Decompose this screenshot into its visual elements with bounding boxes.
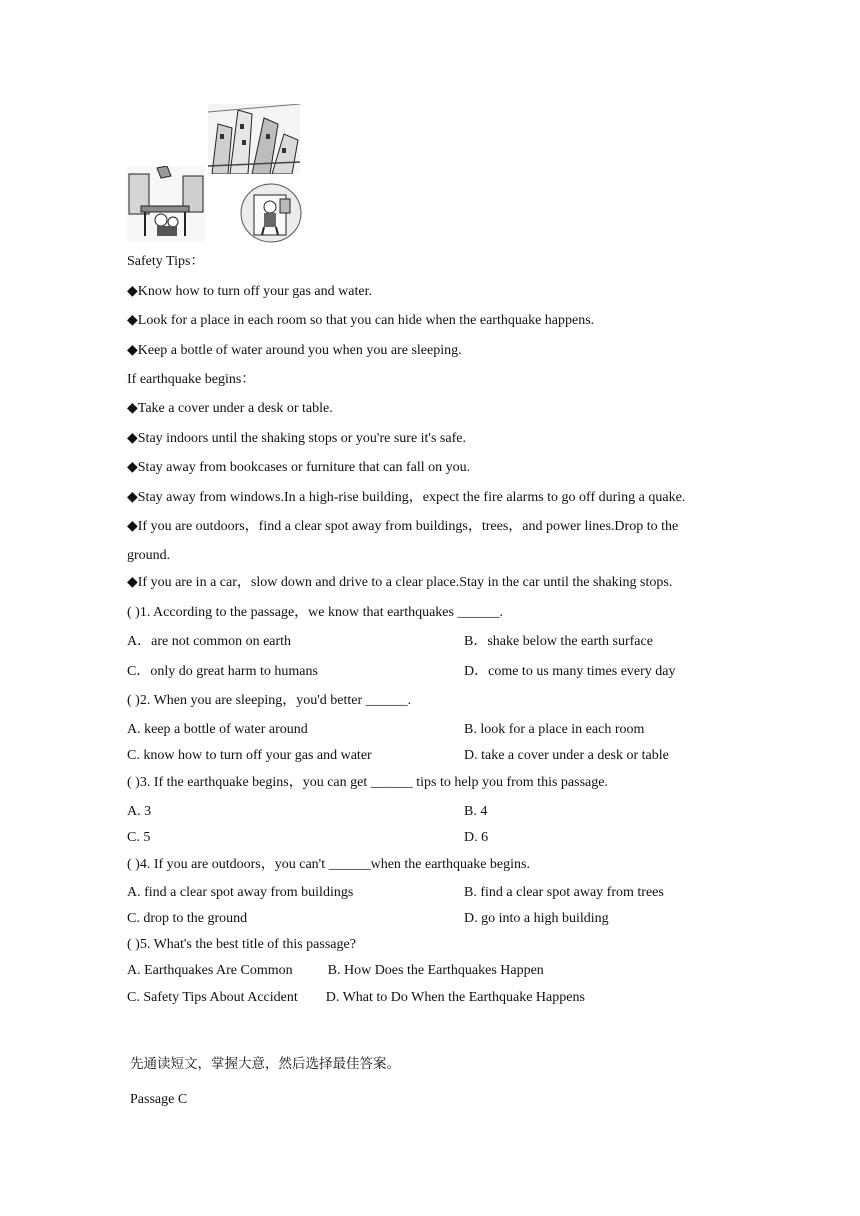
question-2-option-d: D. take a cover under a desk or table [464, 748, 669, 763]
question-3-option-b: B. 4 [464, 804, 488, 819]
tip-item: ◆Know how to turn off your gas and water. [127, 284, 372, 299]
question-2-option-b: B. look for a place in each room [464, 722, 645, 737]
child-in-doorway-illustration [240, 183, 302, 243]
question-4-option-b: B. find a clear spot away from trees [464, 885, 664, 900]
question-3-option-c: C. 5 [127, 830, 151, 845]
question-4-stem: ( )4. If you are outdoors，you can't ______when the earthquake begins. [127, 857, 530, 872]
collapsed-buildings-illustration [208, 104, 300, 174]
question-1-option-a: A．are not common on earth [127, 634, 292, 649]
question-2-option-a: A. keep a bottle of water around [127, 722, 308, 737]
question-1-option-d: D．come to us many times every day [464, 664, 676, 679]
tip-item: ◆Look for a place in each room so that you can hide when the earthquake happens. [127, 313, 595, 328]
question-1-stem: ( )1. According to the passage，we know that earthquakes ______. [127, 605, 503, 620]
question-4-option-c: C. drop to the ground [127, 911, 248, 926]
question-1-option-b: B．shake below the earth surface [464, 634, 653, 649]
tip-item: ◆Keep a bottle of water around you when you are sleeping. [127, 343, 462, 358]
question-5-stem: ( )5. What's the best title of this passage? [127, 937, 356, 952]
question-2-stem: ( )2. When you are sleeping，you'd better ______. [127, 693, 412, 708]
question-3-option-a: A. 3 [127, 804, 152, 819]
begin-tip-item: ◆Stay away from bookcases or furniture that can fall on you. [127, 460, 471, 475]
begin-tip-item: ◆If you are outdoors，find a clear spot away from buildings，trees，and power lines.Drop to the [127, 519, 679, 534]
question-3-option-d: D. 6 [464, 830, 489, 845]
question-2-option-c: C. know how to turn off your gas and water [127, 748, 372, 763]
question-1-option-c: C．only do great harm to humans [127, 664, 318, 679]
reading-instruction: 先通读短文，掌握大意，然后选择最佳答案。 [130, 1056, 400, 1072]
question-4-option-a: A. find a clear spot away from buildings [127, 885, 354, 900]
begin-tip-item: ◆Stay away from windows.In a high-rise building，expect the fire alarms to go off during a quake. [127, 490, 686, 505]
begin-tip-item: ◆Take a cover under a desk or table. [127, 401, 333, 416]
safety-tips-heading: Safety Tips： [127, 254, 205, 269]
question-5-options-ab: A. Earthquakes Are Common B. How Does the Earthquakes Happen [127, 963, 544, 978]
question-4-option-d: D. go into a high building [464, 911, 609, 926]
passage-label: Passage C [130, 1092, 188, 1107]
begin-tip-item: ◆Stay indoors until the shaking stops or you're sure it's safe. [127, 431, 466, 446]
question-5-options-cd: C. Safety Tips About Accident D. What to Do When the Earthquake Happens [127, 990, 585, 1005]
begin-tip-item: ◆If you are in a car，slow down and drive to a clear place.Stay in the car until the shaking stops. [127, 575, 673, 590]
question-3-stem: ( )3. If the earthquake begins，you can get ______ tips to help you from this passage. [127, 775, 608, 790]
earthquake-begins-heading: If earthquake begins： [127, 372, 256, 387]
hiding-under-table-illustration [127, 166, 205, 242]
begin-tip-item-continued: ground. [127, 548, 171, 563]
